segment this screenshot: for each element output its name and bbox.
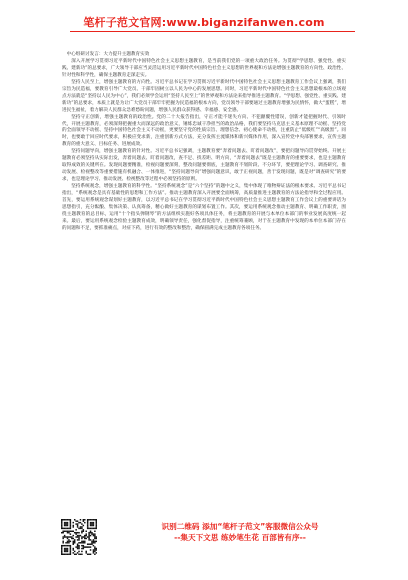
qr-module [78, 522, 79, 523]
qr-module [84, 536, 85, 537]
qr-module [93, 535, 94, 536]
qr-module [67, 542, 68, 543]
qr-module [94, 536, 95, 537]
qr-module [68, 531, 69, 532]
qr-module [78, 535, 79, 536]
qr-module [65, 519, 66, 520]
qr-module [83, 545, 84, 546]
qr-module [75, 536, 76, 537]
qr-module [67, 528, 68, 529]
qr-module [94, 531, 95, 532]
site-banner: 笔杆子范文官网:www.biganzifanwen.com [83, 16, 325, 29]
qr-module [75, 533, 76, 534]
qr-module [70, 548, 71, 549]
qr-module [87, 554, 88, 555]
qr-module [94, 542, 95, 543]
qr-module [64, 519, 65, 520]
qr-module [85, 552, 86, 553]
qr-module [91, 528, 92, 529]
qr-module [80, 522, 81, 523]
qr-module [93, 523, 94, 524]
qr-module [80, 526, 81, 527]
qr-module [94, 554, 95, 555]
qr-module [96, 526, 97, 527]
qr-module [77, 546, 78, 547]
qr-module [83, 536, 84, 537]
qr-module [70, 552, 71, 553]
qr-module [81, 531, 82, 532]
footer-line-1: 识别二维码 添加“笔杆子范文”客服微信公众号 [161, 522, 319, 531]
qr-module [65, 545, 66, 546]
qr-module [96, 538, 97, 539]
qr-module [81, 541, 82, 542]
qr-module [81, 538, 82, 539]
qr-module [61, 523, 62, 524]
qr-module [84, 535, 85, 536]
qr-module [78, 548, 79, 549]
qr-module [78, 532, 79, 533]
qr-module [94, 519, 95, 520]
qr-module [90, 519, 91, 520]
qr-module [84, 542, 85, 543]
qr-module [61, 522, 62, 523]
qr-module [77, 520, 78, 521]
qr-module [61, 525, 62, 526]
qr-module [75, 529, 76, 530]
qr-module [78, 528, 79, 529]
qr-module [70, 533, 71, 534]
qr-module [64, 523, 65, 524]
qr-module [91, 533, 92, 534]
qr-module [85, 531, 86, 532]
qr-module [68, 519, 69, 520]
qr-module [83, 529, 84, 530]
qr-module [93, 551, 94, 552]
qr-module [87, 525, 88, 526]
qr-module [70, 551, 71, 552]
qr-module [75, 523, 76, 524]
qr-module [70, 545, 71, 546]
qr-module [88, 536, 89, 537]
qr-module [93, 528, 94, 529]
qr-module [96, 522, 97, 523]
qr-module [90, 525, 91, 526]
qr-module [68, 554, 69, 555]
qr-module [96, 541, 97, 542]
qr-module [84, 541, 85, 542]
qr-module [70, 523, 71, 524]
qr-module [64, 551, 65, 552]
qr-module [77, 539, 78, 540]
qr-module [78, 538, 79, 539]
qr-module [80, 519, 81, 520]
qr-module [88, 546, 89, 547]
qr-module [88, 535, 89, 536]
qr-module [87, 543, 88, 544]
qr-module [74, 532, 75, 533]
banner-underline [70, 31, 355, 32]
qr-module [67, 554, 68, 555]
qr-module [70, 525, 71, 526]
qr-module [68, 541, 69, 542]
qr-module [68, 536, 69, 537]
qr-module [80, 528, 81, 529]
qr-module [61, 554, 62, 555]
qr-module [87, 546, 88, 547]
qr-module [96, 528, 97, 529]
qr-module [84, 546, 85, 547]
qr-module [67, 525, 68, 526]
qr-module [73, 535, 74, 536]
qr-module [87, 519, 88, 520]
qr-module [90, 528, 91, 529]
qr-module [73, 541, 74, 542]
qr-module [90, 549, 91, 550]
qr-module [88, 519, 89, 520]
qr-module [61, 519, 62, 520]
qr-module [77, 552, 78, 553]
qr-module [77, 543, 78, 544]
qr-module [88, 528, 89, 529]
qr-module [78, 554, 79, 555]
qr-module [62, 519, 63, 520]
document-heading: 中心组研讨发言：大力提升主题教育实效 [66, 52, 150, 57]
qr-module [81, 551, 82, 552]
qr-module [62, 538, 63, 539]
qr-module [91, 532, 92, 533]
qr-module [93, 519, 94, 520]
qr-module [65, 536, 66, 537]
qr-module [61, 520, 62, 521]
qr-module [74, 551, 75, 552]
qr-module [74, 541, 75, 542]
qr-module [61, 549, 62, 550]
qr-module [85, 535, 86, 536]
qr-module [94, 551, 95, 552]
qr-module [70, 541, 71, 542]
qr-module [93, 549, 94, 550]
qr-module [65, 523, 66, 524]
qr-module [68, 528, 69, 529]
qr-module [64, 548, 65, 549]
qr-module [77, 525, 78, 526]
qr-module [67, 522, 68, 523]
qr-module [68, 539, 69, 540]
qr-module [93, 542, 94, 543]
qr-module [77, 535, 78, 536]
qr-module [83, 541, 84, 542]
qr-module [70, 536, 71, 537]
qr-module [75, 554, 76, 555]
qr-module [87, 523, 88, 524]
qr-module [67, 551, 68, 552]
qr-module [73, 542, 74, 543]
qr-module [73, 552, 74, 553]
paragraph: 坚持问题导向，增强主题教育的针对性。习近平总书记强调，主题教育要“奔着问题去、盯着问题改”，要把问题导向贯穿始终。开展主题教育必须坚持从实际出发，奔着问题去、盯着问题改，查不足、找差距、明方向，“奔着问题去”既是主题教育的重要要求，也是主题教育取得成效的关键所在。发现问题要精准，检视问题要深刻，整改问题要彻底，主题教育不划阶段、不分环节，要把理论学习、调查研究、推动发展、检视整改等重要措施有机融合、一体推进，“坚持问题导向”增强问题意识，敢于正视问题，善于发现问题，既是对“调查研究”的要求，也是理论学习、推动发展、检视整改等过程中必须坚持的原则。 [62, 149, 346, 183]
qr-module [62, 531, 63, 532]
qr-module [93, 525, 94, 526]
qr-module [83, 548, 84, 549]
qr-module [62, 541, 63, 542]
qr-module [65, 522, 66, 523]
qr-module [88, 543, 89, 544]
qr-module [77, 526, 78, 527]
qr-module [77, 545, 78, 546]
qr-module [70, 554, 71, 555]
qr-module [75, 546, 76, 547]
qr-module [61, 546, 62, 547]
qr-module [67, 532, 68, 533]
qr-module [93, 539, 94, 540]
qr-module [62, 554, 63, 555]
paragraph: 坚持人民至上，增强主题教育的方向性。习近平总书记在学习贯彻习近平新时代中国特色社会主义思想主题教育工作会议上强调，我们宗旨为民造福，要教育引导广大党员、干部牢固树立以人民为中心的发展思想。同时，习近平新时代中国特色社会主义思想最根本的立场观点方法就是“坚持以人民为中心”，我们必须学会运用“坚持人民至上”的世界观和方法论来指导推进主题教育。“学思想、强党性、重实践、建新功”的总要求，本质上就是为让广大党员干部牢牢把握为民造福的根本方向，党员领导干部要通过主题教育增强为民情怀，做大“蛋糕”，增进民生福祉，着力解决人民群众急难愁盼问题，增强人民群众获得感、幸福感、安全感。 [62, 79, 346, 113]
qr-module [67, 541, 68, 542]
qr-module [94, 541, 95, 542]
qr-module [90, 532, 91, 533]
qr-module [67, 548, 68, 549]
qr-module [83, 546, 84, 547]
qr-module [67, 531, 68, 532]
qr-module [94, 548, 95, 549]
qr-module [93, 541, 94, 542]
qr-module [93, 522, 94, 523]
qr-module [62, 536, 63, 537]
qr-module [85, 546, 86, 547]
qr-module [65, 531, 66, 532]
qr-module [64, 545, 65, 546]
qr-module [83, 525, 84, 526]
qr-module [88, 532, 89, 533]
qr-module [64, 531, 65, 532]
qr-module [65, 528, 66, 529]
qr-module [80, 542, 81, 543]
qr-module [83, 542, 84, 543]
qr-module [77, 532, 78, 533]
qr-module [85, 538, 86, 539]
paragraph: 坚持系统观念，增强主题教育的科学性。“坚持系统观念”是“六个坚持”的题中之义，集中体现了唯物辩证法的根本要求。习近平总书记指出，“系统观念是具有基础性的思想和工作方法”。推动主题教育深入开展要全面统筹，高质量推进主题教育的方法论指导和全过程应用。首先，要运用系统观念谋划好主题教育，以习近平总书记在学习贯彻习近平新时代中国特色社会主义思想主题教育工作会议上的重要讲话为思想指引，充分酝酿、集体决策、认真筹备，精心做好主题教育的谋划布置工作。其次，要运用系统观念推动主题教育、明确工作职责，围绕主题教育的总目标，运用“十个指头弹钢琴”的方法组织实施好各项具体任务，将主题教育的开展与本单位本部门的事业发展高度统一起来。最后，要运用系统观念检验主题教育成效，明确领导责任，强化督促指导，注重统筹兼顾，对于在主题教育中发现的本单位本部门存在的问题和不足，要抓准痛点，对症下药，进行有效的整改和整治，确保圆满完成主题教育各项任务。 [62, 184, 346, 231]
footer-line-2: --集天下文思 练妙笔生花 百部皆有序-- [174, 533, 306, 542]
qr-module [91, 525, 92, 526]
qr-module [68, 542, 69, 543]
qr-module [70, 519, 71, 520]
qr-module [85, 533, 86, 534]
qr-module [73, 522, 74, 523]
qr-module [96, 549, 97, 550]
qr-module [61, 526, 62, 527]
qr-module [94, 535, 95, 536]
qr-module [87, 526, 88, 527]
qr-module [90, 546, 91, 547]
qr-module [94, 538, 95, 539]
qr-module [71, 531, 72, 532]
qr-module [75, 520, 76, 521]
qr-module [88, 554, 89, 555]
qr-module [70, 546, 71, 547]
qr-module [70, 528, 71, 529]
qr-module [68, 545, 69, 546]
qr-module [61, 528, 62, 529]
qr-module [93, 545, 94, 546]
qr-module [90, 543, 91, 544]
qr-module [65, 554, 66, 555]
qr-module [73, 543, 74, 544]
qr-module [67, 538, 68, 539]
qr-module [90, 531, 91, 532]
qr-module [96, 548, 97, 549]
qr-module [96, 523, 97, 524]
qr-module [81, 542, 82, 543]
qr-module [61, 545, 62, 546]
qr-module [81, 532, 82, 533]
qr-module [87, 536, 88, 537]
qr-module [94, 549, 95, 550]
qr-module [87, 520, 88, 521]
qr-module [67, 545, 68, 546]
qr-module [93, 533, 94, 534]
qr-code-icon [61, 519, 97, 555]
qr-module [90, 535, 91, 536]
qr-module [91, 522, 92, 523]
qr-module [77, 523, 78, 524]
qr-module [91, 543, 92, 544]
qr-module [71, 538, 72, 539]
qr-module [81, 526, 82, 527]
qr-module [78, 551, 79, 552]
qr-module [74, 539, 75, 540]
qr-module [90, 522, 91, 523]
qr-module [83, 519, 84, 520]
qr-module [65, 548, 66, 549]
qr-module [75, 532, 76, 533]
qr-module [87, 528, 88, 529]
qr-module [77, 548, 78, 549]
qr-module [81, 554, 82, 555]
qr-module [84, 522, 85, 523]
qr-module [73, 548, 74, 549]
paragraph: 深入开展学习贯彻习近平新时代中国特色社会主义思想主题教育，是当前我们党的一项重大政治任务。为贯彻“学思想、强党性、重实践、建新功”的总要求，广大领导干部应当灵活运用习近平新时代中国特色社会主义思想的世界观和方法论增强主题教育的方向性、政治性、针对性和科学性，确保主题教育走深走实。 [62, 58, 346, 78]
qr-module [70, 549, 71, 550]
qr-module [64, 536, 65, 537]
qr-module [84, 519, 85, 520]
qr-module [64, 522, 65, 523]
qr-module [87, 522, 88, 523]
qr-module [83, 520, 84, 521]
qr-module [94, 546, 95, 547]
qr-module [74, 542, 75, 543]
qr-module [81, 548, 82, 549]
qr-module [90, 523, 91, 524]
qr-module [78, 545, 79, 546]
qr-code-graphic [61, 519, 97, 555]
qr-module [90, 539, 91, 540]
document-body [62, 52, 346, 233]
qr-module [64, 535, 65, 536]
qr-module [81, 523, 82, 524]
qr-module [70, 526, 71, 527]
qr-module [78, 546, 79, 547]
qr-module [80, 535, 81, 536]
qr-module [61, 551, 62, 552]
qr-module [62, 542, 63, 543]
qr-module [81, 536, 82, 537]
qr-module [62, 545, 63, 546]
qr-module [62, 532, 63, 533]
qr-module [65, 525, 66, 526]
qr-module [78, 539, 79, 540]
qr-module [91, 523, 92, 524]
qr-module [70, 531, 71, 532]
qr-module [88, 539, 89, 540]
qr-module [67, 523, 68, 524]
qr-module [73, 525, 74, 526]
qr-module [71, 536, 72, 537]
qr-module [96, 552, 97, 553]
qr-module [61, 548, 62, 549]
qr-module [74, 519, 75, 520]
qr-module [94, 528, 95, 529]
qr-module [78, 542, 79, 543]
qr-module [81, 528, 82, 529]
qr-module [91, 542, 92, 543]
qr-module [73, 549, 74, 550]
qr-module [70, 520, 71, 521]
qr-module [64, 528, 65, 529]
qr-module [67, 519, 68, 520]
qr-module [61, 532, 62, 533]
qr-module [90, 554, 91, 555]
qr-module [74, 554, 75, 555]
qr-module [93, 552, 94, 553]
qr-module [73, 538, 74, 539]
qr-module [94, 533, 95, 534]
qr-module [61, 552, 62, 553]
qr-module [78, 536, 79, 537]
qr-module [70, 522, 71, 523]
qr-module [65, 549, 66, 550]
qr-module [96, 536, 97, 537]
qr-module [73, 526, 74, 527]
qr-module [77, 536, 78, 537]
qr-module [84, 538, 85, 539]
qr-module [73, 531, 74, 532]
qr-module [81, 545, 82, 546]
qr-module [83, 531, 84, 532]
qr-module [91, 541, 92, 542]
qr-module [91, 519, 92, 520]
qr-module [68, 532, 69, 533]
qr-module [64, 525, 65, 526]
qr-module [67, 549, 68, 550]
qr-module [96, 525, 97, 526]
paragraph: 坚持守正创新，增强主题教育的政治性。党的二十大报告指出，守正才能不迷失方向、不犯颠覆性错误，创新才能把握时代、引领时代，开展主题教育，必须深刻把握重大而深远的政治意义，锤炼忠诚干净担当的政治品格，我们要坚持马克思主义基本原理不动摇、坚持党的全面领导不动摇、坚持中国特色社会主义不动摇，更要坚守党的性质宗旨、理想信念、初心使命不动摇，注重防止“低级红”“高级黑”。同时，也要敢于回应时代要求，积极应变求新，注重创新方式方法，充分发挥主流媒体和新兴媒体作用，深入宣传党中央部署要求，宣传主题教育的重大意义、目标任务、进展成效。 [62, 114, 346, 148]
footer [115, 521, 365, 543]
qr-module [65, 551, 66, 552]
qr-module [88, 538, 89, 539]
qr-module [80, 554, 81, 555]
qr-module [65, 542, 66, 543]
qr-module [64, 554, 65, 555]
qr-module [88, 533, 89, 534]
qr-module [62, 528, 63, 529]
qr-module [85, 551, 86, 552]
qr-module [96, 519, 97, 520]
qr-module [67, 536, 68, 537]
qr-module [64, 549, 65, 550]
qr-module [96, 520, 97, 521]
